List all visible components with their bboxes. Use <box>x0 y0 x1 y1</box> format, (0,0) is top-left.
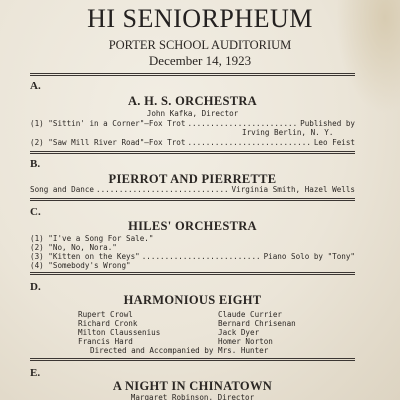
item-number: (3) <box>30 252 44 261</box>
section-d-footer: Directed and Accompanied by Mrs. Hunter <box>90 346 269 355</box>
venue-line: PORTER SCHOOL AUDITORIUM <box>108 38 292 52</box>
member-name: Claude Currier <box>218 310 283 319</box>
section-c-item-2 <box>30 243 117 252</box>
item-credit: Leo Feist <box>313 138 355 147</box>
member-name: Milton Claussenius <box>78 328 161 337</box>
item-title: "Kitten on the Keys" <box>48 252 140 261</box>
member-name: Jack Dyer <box>218 328 260 337</box>
section-c-item-1 <box>30 234 153 243</box>
section-a-director: John Kafka, Director <box>146 109 239 118</box>
section-b-heading: PIERROT AND PIERRETTE <box>108 172 277 186</box>
item-title: "No, No, Nora." <box>48 243 117 252</box>
item-number: (2) <box>30 138 44 147</box>
section-e-heading: A NIGHT IN CHINATOWN <box>112 379 273 393</box>
performers: Virginia Smith, Hazel Wells <box>231 185 355 194</box>
item-credit: Piano Solo by "Tony" <box>263 252 355 261</box>
program-title: HI SENIORPHEUM <box>87 4 313 33</box>
section-b-letter: B. <box>30 158 41 170</box>
section-c-letter: C. <box>30 206 41 218</box>
item-title: "Somebody's Wrong" <box>48 261 131 270</box>
section-a-item-1 <box>30 119 355 128</box>
section-c-heading: HILES' ORCHESTRA <box>128 219 257 233</box>
item-title: "Saw Mill River Road"—Fox Trot <box>48 138 186 147</box>
item-number: (1) <box>30 234 44 243</box>
section-a-heading: A. H. S. ORCHESTRA <box>127 94 258 108</box>
member-name: Richard Cronk <box>78 319 138 328</box>
section-e-director: Margaret Robinson, Director <box>130 393 255 400</box>
member-name: Bernard Chrisenan <box>218 319 296 328</box>
act-type: Song and Dance <box>30 185 95 194</box>
item-title: "I've a Song For Sale." <box>48 234 154 243</box>
member-name: Rupert Crowl <box>78 310 133 319</box>
item-number: (2) <box>30 243 44 252</box>
divider-rule <box>30 198 355 201</box>
section-a-letter: A. <box>30 80 41 92</box>
section-c-item-3 <box>30 252 355 261</box>
divider-rule <box>30 358 355 361</box>
section-d-heading: HARMONIOUS EIGHT <box>123 293 262 307</box>
item-number: (4) <box>30 261 44 270</box>
item-number: (1) <box>30 119 44 128</box>
divider-rule <box>30 272 355 275</box>
section-a-item-1-credit-2: Irving Berlin, N. Y. <box>242 128 334 137</box>
item-title: "Sittin' in a Corner"—Fox Trot <box>48 119 186 128</box>
member-name: Francis Hard <box>78 337 133 346</box>
section-e-letter: E. <box>30 367 41 379</box>
section-b-line <box>30 185 355 194</box>
divider-rule <box>30 73 355 76</box>
item-credit: Published by <box>300 119 355 128</box>
date-line: December 14, 1923 <box>148 53 252 68</box>
section-c-item-4 <box>30 261 131 270</box>
section-a-item-2 <box>30 138 355 147</box>
divider-rule <box>30 151 355 154</box>
section-d-letter: D. <box>30 281 41 293</box>
member-name: Homer Norton <box>218 337 273 346</box>
